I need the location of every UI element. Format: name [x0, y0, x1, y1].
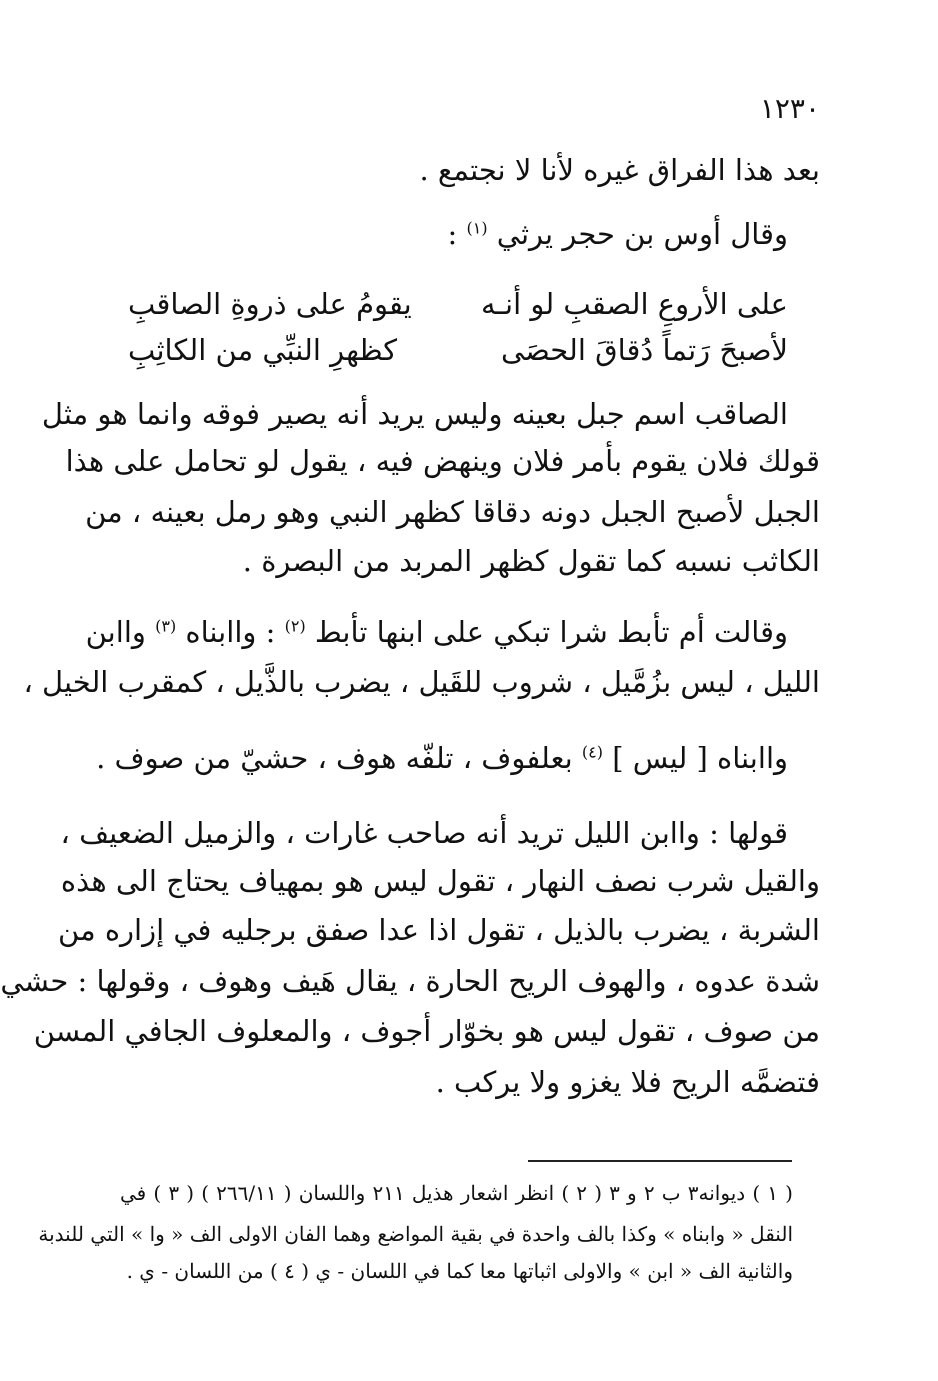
verse-2-first-hemistich: لأصبحَ رَتماً دُقاقَ الحصَى	[500, 333, 788, 367]
poem-verse-1	[128, 281, 788, 327]
footnote-marker-1: (١)	[466, 218, 488, 238]
commentary-1-line-3: الجبل لأصبح الجبل دونه دقاقا كظهر النبي وهو رمل بعينه ، من	[85, 495, 820, 529]
commentary-2-line-1: قولها : واابن الليل تريد أنه صاحب غارات ، والزميل الضعيف ،	[60, 816, 788, 850]
lament-line-1-part-c: واابن	[85, 615, 156, 649]
poem-introduction-text: وقال أوس بن حجر يرثي	[496, 217, 788, 251]
commentary-2-line-4: شدة عدوه ، والهوف الريح الحارة ، يقال هَيف وهوف ، وقولها : حشي	[0, 964, 820, 998]
page-number: ١٢٣٠	[759, 92, 820, 125]
verse-1-first-hemistich: على الأروعِ الصقبِ لو أنـه	[480, 287, 788, 321]
footnote-marker-4: (٤)	[581, 742, 603, 762]
lament-line-1-part-b: : واابناه	[185, 615, 285, 649]
lament-line-1	[85, 612, 788, 652]
footnote-line-3: والثانية الف « ابن » والاولى اثباتها معا كما في اللسان - ي ( ٤ ) من اللسان - ي .	[126, 1259, 793, 1283]
commentary-2-line-5: من صوف ، تقول ليس هو بخوّار أجوف ، والمعلوف الجافي المسن	[33, 1014, 820, 1048]
lament-line-3	[96, 738, 788, 778]
opening-line: بعد هذا الفراق غيره لأنا لا نجتمع .	[419, 153, 820, 187]
footnote-separator	[528, 1160, 792, 1162]
footnote-line-1: ( ١ ) ديوانه٣ ب ٢ و ٣ ( ٢ ) انظر اشعار هذيل ٢١١ واللسان ( ٢٦٦/١١ ) ( ٣ ) في	[120, 1181, 793, 1205]
commentary-2-line-3: الشربة ، يضرب بالذيل ، تقول اذا عدا صفق برجليه في إزاره من	[58, 913, 820, 947]
footnote-line-2: النقل « وابناه » وكذا بالف واحدة في بقية المواضع وهما الفان الاولى الف « وا » التي للندبة	[38, 1222, 793, 1246]
poem-introduction-colon: :	[447, 217, 467, 251]
commentary-1-line-4: الكاثب نسبه كما تقول كظهر المربد من البصرة .	[242, 544, 820, 578]
poem-introduction	[120, 214, 788, 254]
verse-1-second-hemistich: يقومُ على ذروةِ الصاقبِ	[128, 287, 412, 321]
footnote-marker-3: (٣)	[155, 616, 177, 636]
lament-line-3-part-b: بعلفوف ، تلفّه هوف ، حشيّ من صوف .	[96, 741, 582, 775]
commentary-1-line-1: الصاقب اسم جبل بعينه وليس يريد أنه يصير فوقه وانما هو مثل	[41, 397, 788, 431]
commentary-1-line-2: قولك فلان يقوم بأمر فلان وينهض فيه ، يقول لو تحامل على هذا	[65, 444, 820, 478]
lament-line-1-part-a: وقالت أم تأبط شرا تبكي على ابنها تأبط	[314, 615, 788, 649]
poem-verse-2	[128, 327, 788, 373]
footnote-marker-2: (٢)	[284, 616, 306, 636]
commentary-2-line-2: والقيل شرب نصف النهار ، تقول ليس هو بمهياف يحتاج الى هذه	[60, 864, 820, 898]
lament-line-2: الليل ، ليس بزُمَّيل ، شروب للقَيل ، يضرب بالذَّيل ، كمقرب الخيل ،	[23, 665, 820, 699]
verse-2-second-hemistich: كظهرِ النبِّي من الكاثِبِ	[128, 333, 398, 367]
commentary-2-line-6: فتضمَّه الريح فلا يغزو ولا يركب .	[435, 1065, 820, 1099]
lament-line-3-part-a: واابناه [ ليس ]	[612, 741, 788, 775]
